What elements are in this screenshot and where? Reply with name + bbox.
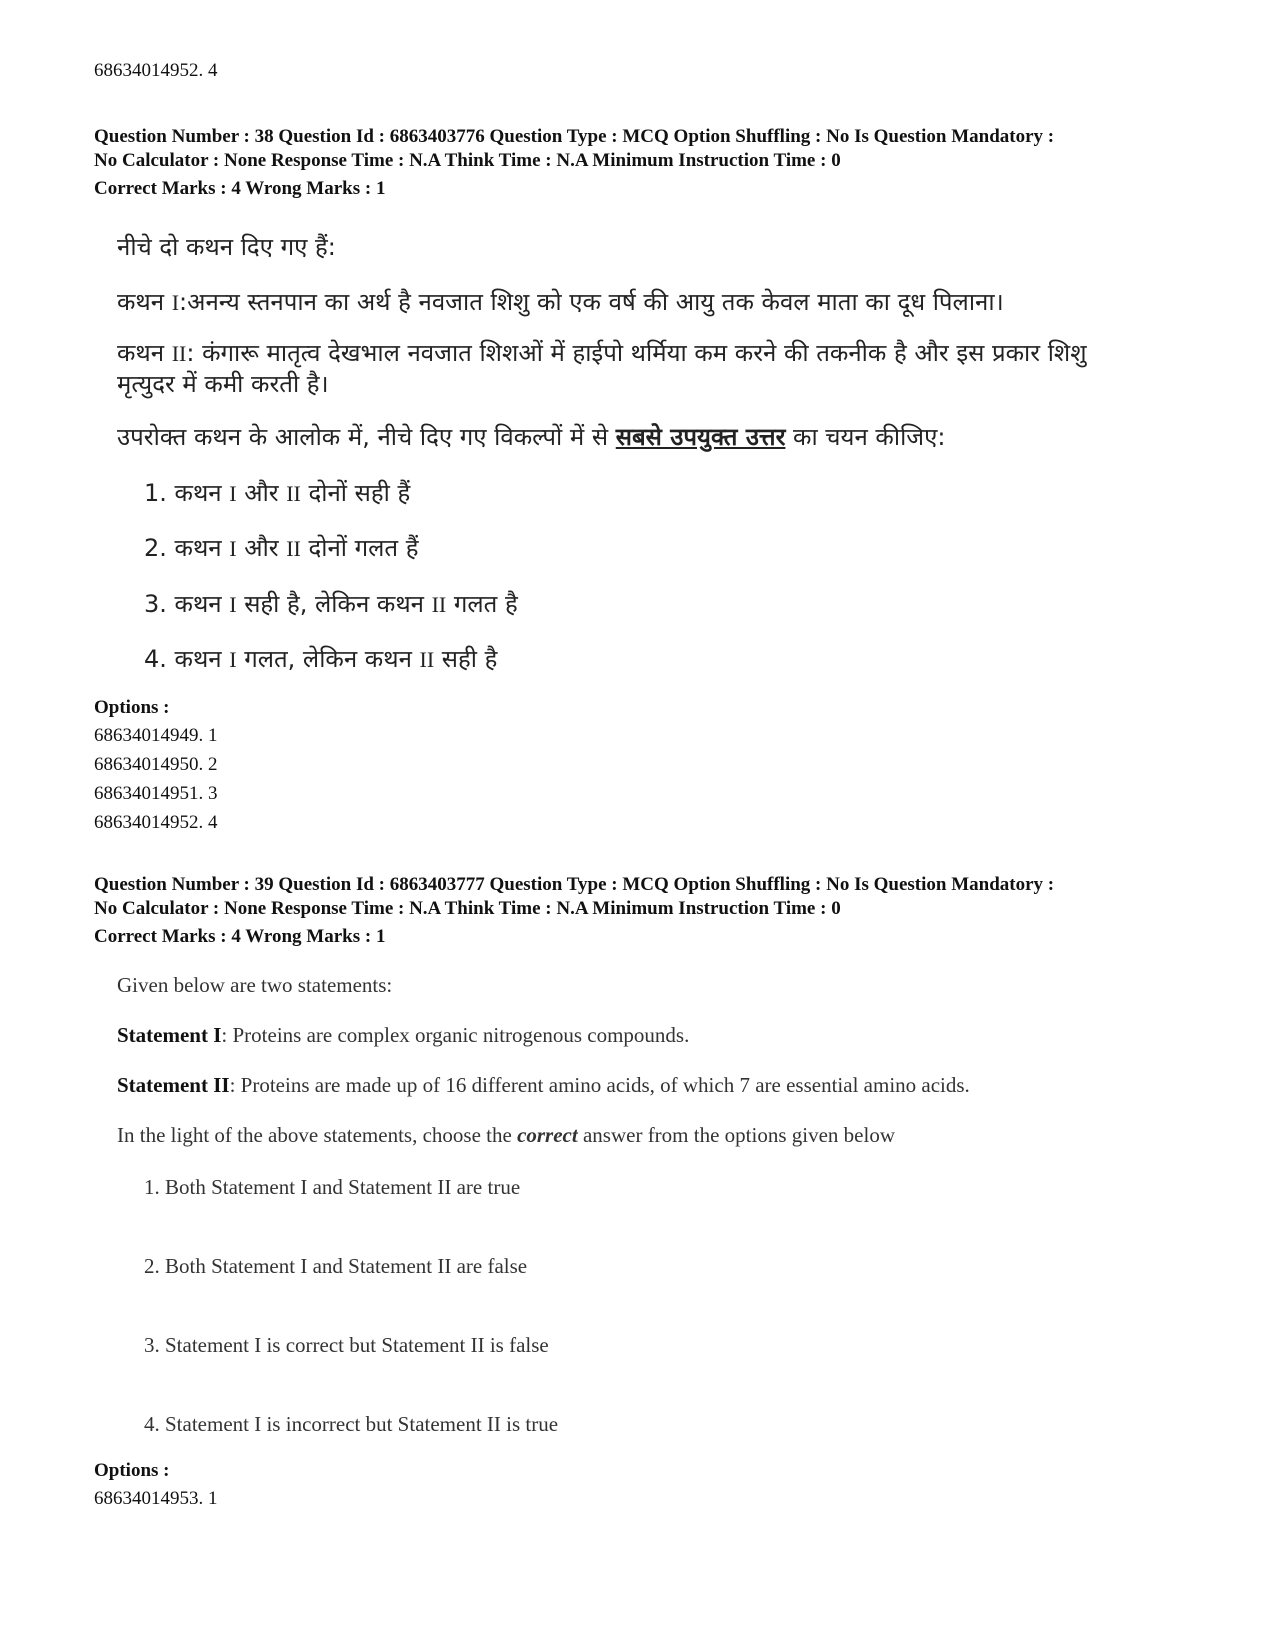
q38-instruction-emphasis: सबसे उपयुक्त उत्तर [615,423,786,451]
q39-choice-2: 2. Both Statement I and Statement II are false [144,1254,528,1278]
q38-option-2: 68634014950. 2 [94,754,218,775]
q39-instruction-post: answer from the options given below [577,1123,895,1147]
q38-header-line1: Question Number : 38 Question Id : 6863403776 Question Type : MCQ Option Shuffling : No Is Question Mandatory : [94,126,1055,147]
q39-instruction [117,1123,1217,1148]
q38-c3-e: गलत है [446,590,518,618]
q39-instruction-emphasis: correct [517,1123,578,1147]
q38-instruction [117,420,1217,453]
q38-c1-c: और [236,479,287,507]
q38-choice-4 [144,642,497,675]
q38-instruction-pre: उपरोक्त कथन के आलोक में, नीचे दिए गए विकल्पों में से [117,423,616,451]
q38-c3-b: I [229,592,237,617]
q39-option-1: 68634014953. 1 [94,1488,218,1509]
q39-statement-1 [117,1023,1217,1048]
q38-c2-e: दोनों गलत हैं [300,534,419,562]
q38-c4-e: सही है [434,645,498,673]
q38-s2-roman: II [171,341,187,366]
q38-s2-text-cont: मृत्युदर में कमी करती है। [117,370,329,398]
q38-choice-3 [144,587,518,620]
q38-c2-d: II [286,536,301,561]
q38-statement-1 [117,285,1217,318]
q39-choice-1: 1. Both Statement I and Statement II are true [144,1175,521,1199]
q39-s1-text: : Proteins are complex organic nitrogenous compounds. [221,1023,690,1047]
q39-s2-label: Statement II [117,1073,230,1097]
q38-options-list [94,721,218,837]
q38-s1-text: :अनन्य स्तनपान का अर्थ है नवजात शिशु को एक वर्ष की आयु तक केवल माता का दूध पिलाना। [179,288,1004,316]
q38-header [94,125,1204,173]
q38-c1-a: 1. कथन [144,479,230,507]
q38-options-label: Options : [94,697,170,718]
q38-c4-c: गलत, लेकिन कथन [236,645,420,673]
q39-intro: Given below are two statements: [117,973,393,997]
q38-c2-c: और [236,534,287,562]
q38-choice-2 [144,531,418,564]
q38-c4-b: I [229,647,237,672]
q38-intro: नीचे दो कथन दिए गए हैं: [117,233,336,261]
q38-c3-a: 3. कथन [144,590,230,618]
q38-statement-2 [117,338,1217,399]
previous-option: 68634014952. 4 [94,60,218,81]
q39-instruction-pre: In the light of the above statements, choose the [117,1123,518,1147]
q39-options-label: Options : [94,1460,170,1481]
q38-s2-prefix: कथन [117,339,172,367]
q38-option-3: 68634014951. 3 [94,783,218,804]
q38-c4-d: II [419,647,435,672]
q39-statement-2 [117,1073,1217,1098]
q38-c1-b: I [229,481,237,506]
q38-s2-text: : कंगारू मातृत्व देखभाल नवजात शिशओं में हाईपो थर्मिया कम करने की तकनीक है और इस प्रकार शिशु [186,339,1087,367]
q38-choice-1 [144,476,410,509]
q38-c1-d: II [286,481,301,506]
q38-s1-prefix: कथन [117,288,172,316]
q38-c3-c: सही है, लेकिन कथन [236,590,432,618]
q38-c1-e: दोनों सही हैं [300,479,411,507]
q38-c2-b: I [229,536,237,561]
q39-s1-label: Statement I [117,1023,222,1047]
q38-option-4: 68634014952. 4 [94,812,218,833]
q38-s1-roman: I [171,290,180,315]
q39-header [94,873,1204,921]
q39-header-line2: No Calculator : None Response Time : N.A Think Time : N.A Minimum Instruction Time : 0 [94,898,841,919]
q39-s2-text: : Proteins are made up of 16 different amino acids, of which 7 are essential amino acids. [229,1073,970,1097]
q38-marks: Correct Marks : 4 Wrong Marks : 1 [94,178,386,199]
q39-marks: Correct Marks : 4 Wrong Marks : 1 [94,926,386,947]
q39-options-list [94,1484,218,1513]
q38-c2-a: 2. कथन [144,534,230,562]
q39-header-line1: Question Number : 39 Question Id : 6863403777 Question Type : MCQ Option Shuffling : No Is Question Mandatory : [94,874,1055,895]
q38-c3-d: II [431,592,447,617]
q38-option-1: 68634014949. 1 [94,725,218,746]
q38-header-line2: No Calculator : None Response Time : N.A Think Time : N.A Minimum Instruction Time : 0 [94,150,841,171]
q38-instruction-post: का चयन कीजिए: [785,423,946,451]
q39-choice-4: 4. Statement I is incorrect but Statement II is true [144,1412,559,1436]
q38-c4-a: 4. कथन [144,645,230,673]
q39-choice-3: 3. Statement I is correct but Statement II is false [144,1333,549,1357]
